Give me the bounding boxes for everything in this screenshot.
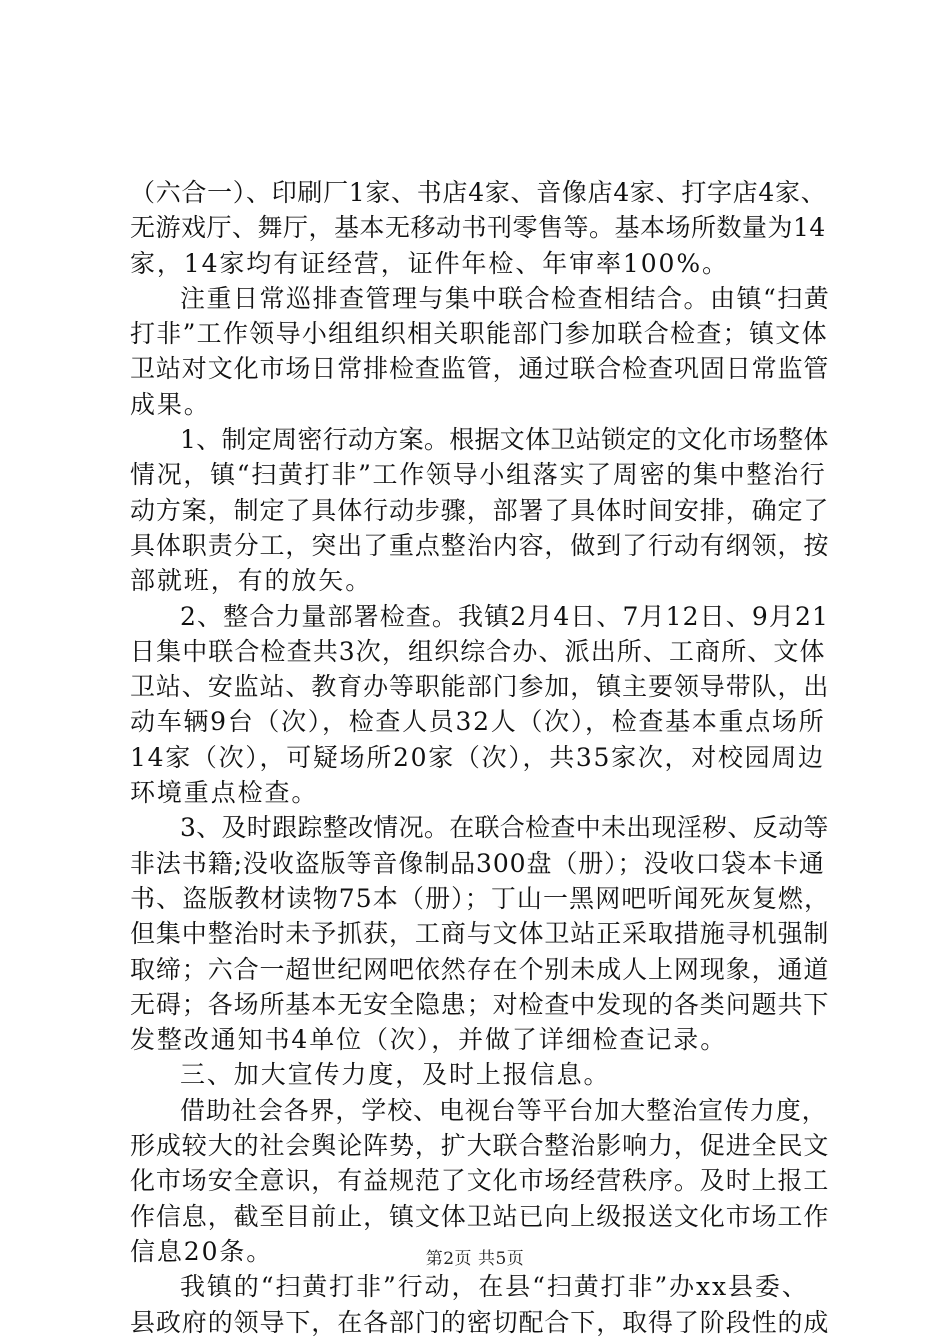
text-line: 三、加大宣传力度，及时上报信息。 [180,1060,611,1090]
document-body [130,175,830,1340]
text-line: 家，14家均有证经营，证件年检、年审率100%。 [130,248,729,278]
text-line: 非法书籍;没收盗版等音像制品300盘（册）；没收口袋本卡通 [130,848,825,878]
text-line: 化市场安全意识，有益规范了文化市场经营秩序。及时上报工 [130,1166,830,1196]
text-line: 书、盗版教材读物75本（册）；丁山一黑网吧听闻死灰复燃， [130,883,831,913]
text-line: 县政府的领导下，在各部门的密切配合下，取得了阶段性的成 [130,1307,830,1337]
text-line: 借助社会各界，学校、电视台等平台加大整治宣传力度， [180,1095,828,1125]
text-line: （六合一）、印刷厂1家、书店4家、音像店4家、打字店4家、 [130,178,827,207]
text-line: 卫站对文化市场日常排检查监管，通过联合检查巩固日常监管 [130,354,830,384]
text-line: 2、整合力量部署检查。我镇2月4日、7月12日、9月21 [180,601,829,631]
text-line: 打非”工作领导小组组织相关职能部门参加联合检查；镇文体 [130,319,828,349]
text-line: 环境重点检查。 [130,778,319,808]
text-line: 卫站、安监站、教育办等职能部门参加，镇主要领导带队，出 [130,672,830,702]
text-line: 信息20条。 [130,1236,274,1266]
text-line: 动车辆9台（次），检查人员32人（次），检查基本重点场所 [130,707,826,737]
text-line: 部就班，有的放矢。 [130,566,373,596]
text-line: 作信息，截至目前止，镇文体卫站已向上级报送文化市场工作 [130,1201,830,1231]
text-line: 情况，镇“扫黄打非”工作领导小组落实了周密的集中整治行 [130,460,827,490]
text-line: 1、制定周密行动方案。根据文体卫站锁定的文化市场整体 [180,425,829,455]
text-line: 注重日常巡排查管理与集中联合检查相结合。由镇“扫黄 [180,283,831,313]
text-line: 3、及时跟踪整改情况。在联合检查中未出现淫秽、反动等 [180,813,829,843]
text-line: 日集中联合检查共3次，组织综合办、派出所、工商所、文体 [130,636,826,666]
text-line: 取缔；六合一超世纪网吧依然存在个别未成人上网现象，通道 [130,954,830,984]
text-line: 动方案，制定了具体行动步骤，部署了具体时间安排，确定了 [130,495,830,525]
text-line: 我镇的“扫黄打非”行动，在县“扫黄打非”办xx县委、 [180,1272,809,1302]
text-line: 14家（次），可疑场所20家（次），共35家次，对校园周边 [130,742,825,772]
text-line: 但集中整治时未予抓获，工商与文体卫站正采取措施寻机强制 [130,919,830,949]
text-line: 形成较大的社会舆论阵势，扩大联合整治影响力，促进全民文 [130,1131,830,1161]
text-line: 无游戏厅、舞厅，基本无移动书刊零售等。基本场所数量为14 [130,213,826,243]
page-footer: 第2页 共5页 [425,1249,525,1269]
text-line: 具体职责分工，突出了重点整治内容，做到了行动有纲领，按 [130,530,830,560]
text-line: 成果。 [130,389,211,419]
text-line: 无碍；各场所基本无安全隐患；对检查中发现的各类问题共下 [130,989,830,1019]
text-line: 发整改通知书4单位（次），并做了详细检查记录。 [130,1025,728,1055]
